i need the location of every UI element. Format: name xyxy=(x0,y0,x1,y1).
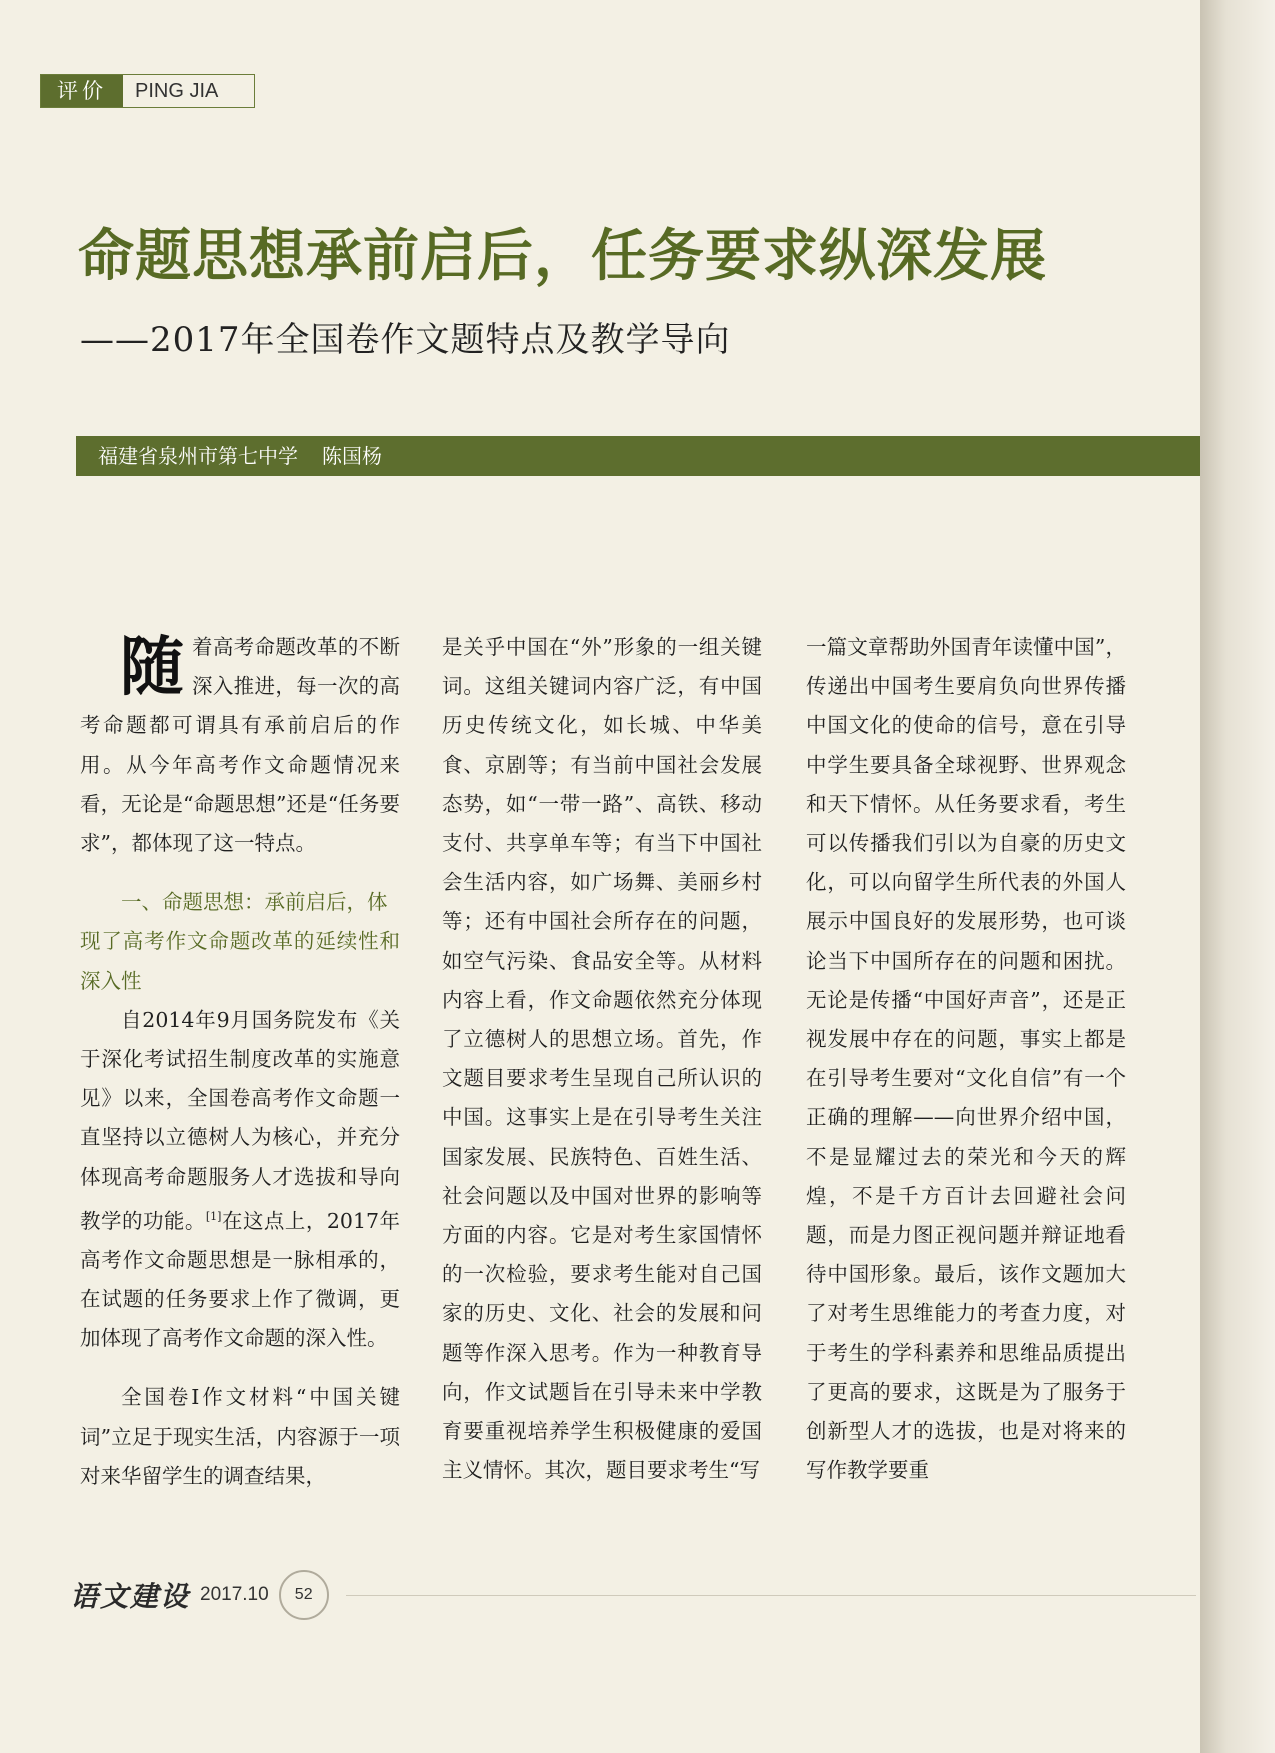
section-heading-1a: 一、命题思想：承前启后，体 xyxy=(121,890,388,915)
paragraph-2-text-a: 自2014年9月国务院发布《关于深化考试招生制度改革的实施意见》以来，全国卷高考作文命题一直坚持以立德树人为核心，并充分体现高考命题服务人才选拔和导向教学的功能。 xyxy=(80,1007,400,1233)
page-edge-shadow xyxy=(1200,0,1275,1753)
column-2-text: 是关乎中国在“外”形象的一组关键词。这组关键词内容广泛，有中国历史传统文化，如长城、中华美食、京剧等；有当前中国社会发展态势，如“一带一路”、高铁、移动支付、共享单车等；有当下中国社会生活内容，如广场舞、美丽乡村等；还有中国社会所存在的问题，如空气污染、食品安全等。从材料内容上看，作文命题依然充分体现了立德树人的思想立场。首先，作文题目要求考生呈现自己所认识的中国。这事实上是在引导考生关注国家发展、民族特色、百姓生活、社会问题以及中国对世界的影响等方面的内容。它是对考生家国情怀的一次检验，要求考生能对自己国家的历史、文化、社会的发展和问题等作深入思考。作为一种教育导向，作文试题旨在引导未来中学教育要重视培养学生积极健康的爱国主义情怀。其次，题目要求考生“写 xyxy=(442,635,762,1483)
paragraph-2 xyxy=(80,1001,400,1359)
page-number: 52 xyxy=(279,1570,329,1620)
section-tag-en: PING JIA xyxy=(123,75,254,107)
text-column-2 xyxy=(442,628,762,1490)
article-title: 命题思想承前启后，任务要求纵深发展 xyxy=(78,224,1047,289)
footnote-ref: [1] xyxy=(205,1209,222,1223)
author-affiliation: 福建省泉州市第七中学 xyxy=(98,444,298,468)
article-subtitle: ——2017年全国卷作文题特点及教学导向 xyxy=(80,320,731,360)
section-heading-1b: 现了高考作文命题改革的延续性和深入性 xyxy=(80,929,400,993)
drop-cap: 随 xyxy=(120,631,184,705)
page-footer xyxy=(70,1570,329,1620)
journal-name: 语文建设 xyxy=(70,1580,191,1613)
issue-number: 2017.10 xyxy=(200,1584,269,1605)
paragraph-2-text-b: 在这点上，2017年高考作文命题思想是一脉相承的，在试题的任务要求上作了微调，更加体现了高考作文命题的深入性。 xyxy=(80,1208,401,1351)
paragraph-intro xyxy=(80,628,400,863)
author-name: 陈国杨 xyxy=(322,444,382,468)
section-tag-zh: 评价 xyxy=(41,75,123,107)
text-column-1 xyxy=(80,628,400,1496)
footer-rule xyxy=(346,1595,1196,1596)
section-tag xyxy=(40,74,255,108)
column-3-text: 一篇文章帮助外国青年读懂中国”，传递出中国考生要肩负向世界传播中国文化的使命的信号，意在引导中学生要具备全球视野、世界观念和天下情怀。从任务要求看，考生可以传播我们引以为自豪的历史文化，可以向留学生所代表的外国人展示中国良好的发展形势，也可谈论当下中国所存在的问题和困扰。无论是传播“中国好声音”，还是正视发展中存在的问题，事实上都是在引导考生要对“文化自信”有一个正确的理解——向世界介绍中国，不是显耀过去的荣光和今天的辉煌，不是千方百计去回避社会问题，而是力图正视问题并辩证地看待中国形象。最后，该作文题加大了对考生思维能力的考查力度，对于考生的学科素养和思维品质提出了更高的要求，这既是为了服务于创新型人才的选拔，也是对将来的写作教学要重 xyxy=(806,635,1126,1483)
text-column-3 xyxy=(806,628,1126,1490)
author-bar xyxy=(76,436,1200,476)
paragraph-intro-text: 着高考命题改革的不断深入推进，每一次的高考命题都可谓具有承前启后的作用。从今年高考作文命题情况来看，无论是“命题思想”还是“任务要求”，都体现了这一特点。 xyxy=(80,635,400,856)
paragraph-3: 全国卷Ⅰ作文材料“中国关键词”立足于现实生活，内容源于一项对来华留学生的调查结果， xyxy=(80,1385,400,1488)
